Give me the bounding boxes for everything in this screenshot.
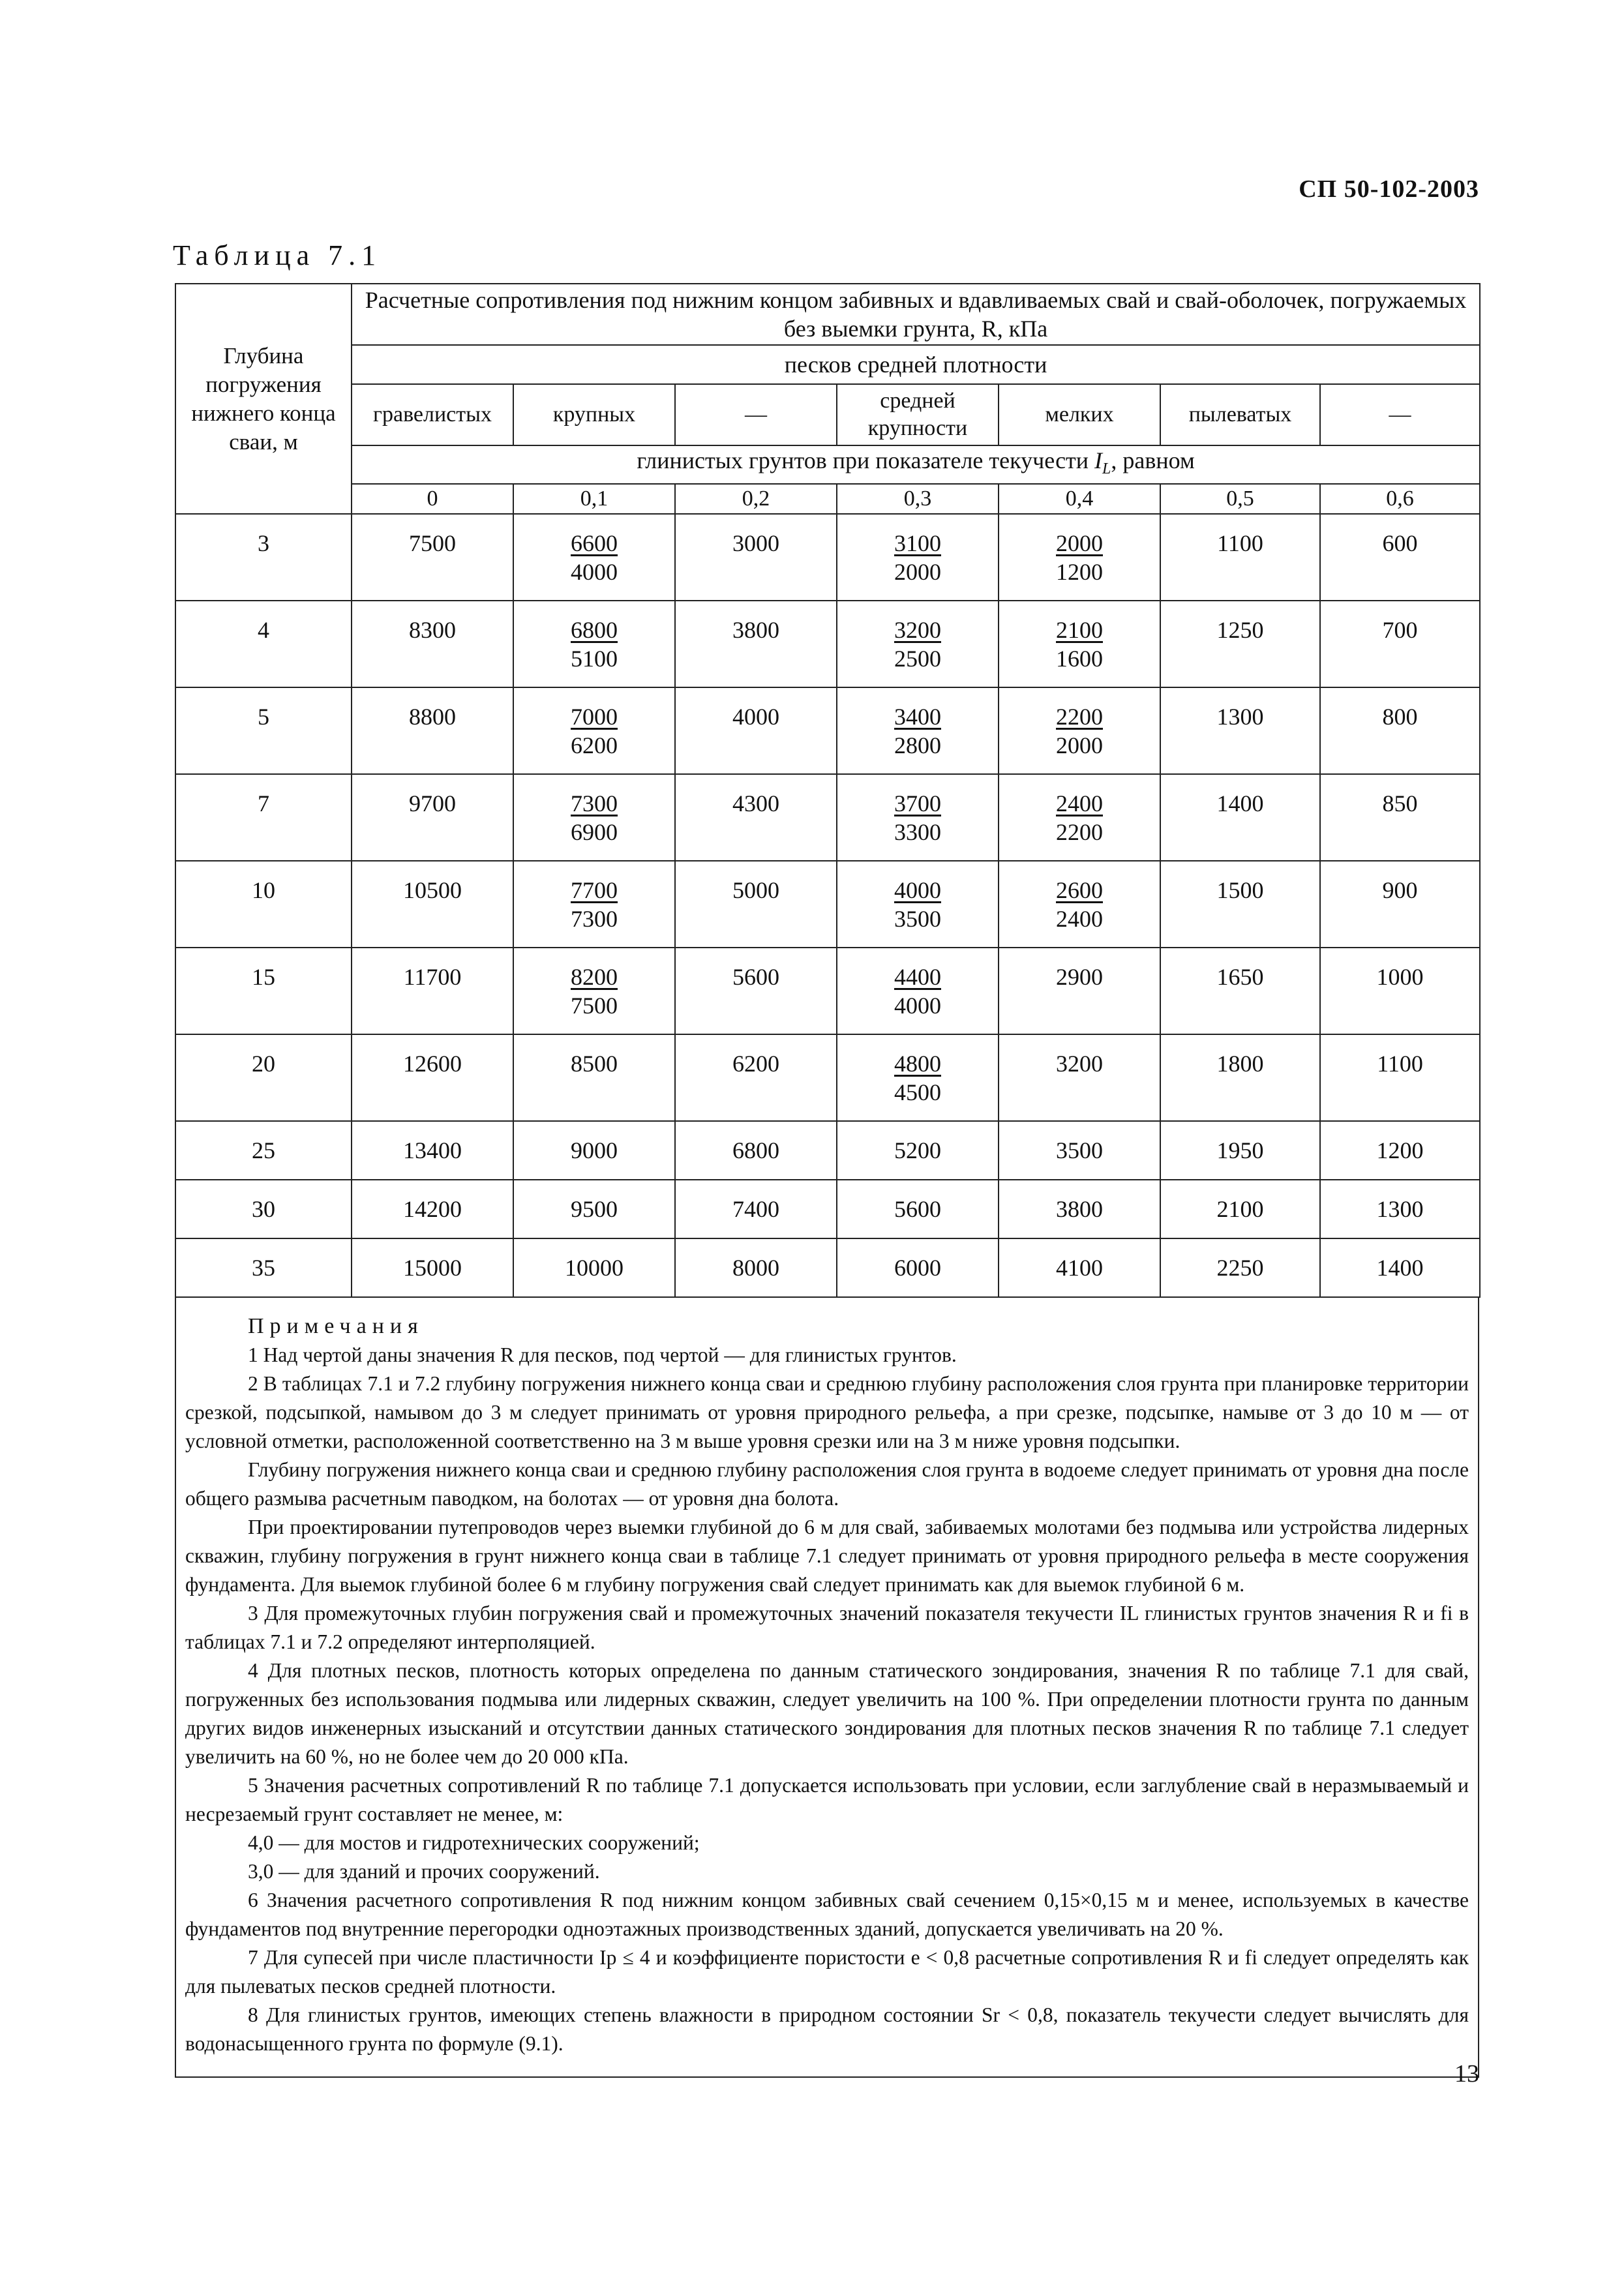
value-cell: 1650 <box>1160 948 1320 1034</box>
table-row <box>175 1238 1480 1297</box>
page-number: 13 <box>1454 2060 1479 2088</box>
clay-value: 2200 <box>1056 819 1103 846</box>
value-cell: 9700 <box>352 774 513 861</box>
value-cell: 5600 <box>675 948 837 1034</box>
note-paragraph: 8 Для глинистых грунтов, имеющих степень влажности в природном состоянии Sr < 0,8, показатель текучести следует вычислять для водонасыщенного грунта по формуле (9.1). <box>185 2003 1469 2056</box>
clay-value: 1600 <box>1056 646 1103 672</box>
sand-value: 2400 <box>1056 790 1103 817</box>
value-cell: 14200 <box>352 1180 513 1238</box>
value-cell: 1400 <box>1320 1238 1480 1297</box>
table-container <box>175 283 1479 2078</box>
value-cell: 800 <box>1320 687 1480 774</box>
value-cell: 850 <box>1320 774 1480 861</box>
value-cell <box>837 1034 999 1121</box>
clay-value: 7300 <box>571 906 618 933</box>
value-cell: 3800 <box>675 601 837 687</box>
value-cell: 2100 <box>1160 1180 1320 1238</box>
value-cell <box>513 514 675 601</box>
sand-value: 2000 <box>1056 530 1103 557</box>
value-cell: 1300 <box>1160 687 1320 774</box>
note-paragraph: 6 Значения расчетного сопротивления R под нижним концом забивных свай сечением 0,15×0,15 м и менее, используемых в качестве фундаментов под внутренние перегородки одноэтажных производственных зданий, допускается увеличивать на 20 %. <box>185 1889 1469 1941</box>
clay-value: 6200 <box>571 732 618 759</box>
sand-type-header: гравелистых <box>352 384 513 445</box>
clay-value: 7500 <box>571 993 618 1019</box>
sand-value: 4800 <box>894 1051 941 1077</box>
value-cell: 2900 <box>999 948 1160 1034</box>
sand-value: 8200 <box>571 964 618 991</box>
table-row <box>175 601 1480 687</box>
il-value-header: 0,4 <box>999 484 1160 514</box>
value-cell: 8500 <box>513 1034 675 1121</box>
resistance-table <box>175 283 1481 1298</box>
table-row <box>175 1121 1480 1180</box>
il-value-header: 0,1 <box>513 484 675 514</box>
sand-value: 4400 <box>894 964 941 991</box>
depth-cell: 10 <box>175 861 352 948</box>
value-cell: 700 <box>1320 601 1480 687</box>
value-cell: 7500 <box>352 514 513 601</box>
note-paragraph: 7 Для супесей при числе пластичности Ip ≤ 4 и коэффициенте пористости e < 0,8 расчетные сопротивления R и fi следует определять как для пылеватых песков средней плотности. <box>185 1946 1469 1998</box>
value-cell: 4100 <box>999 1238 1160 1297</box>
value-cell: 10000 <box>513 1238 675 1297</box>
il-value-header: 0,2 <box>675 484 837 514</box>
clay-value: 4000 <box>571 559 618 586</box>
value-cell <box>513 861 675 948</box>
table-row <box>175 687 1480 774</box>
value-cell: 1950 <box>1160 1121 1320 1180</box>
value-cell: 11700 <box>352 948 513 1034</box>
clay-value: 2400 <box>1056 906 1103 933</box>
value-cell: 4000 <box>675 687 837 774</box>
sand-value: 2100 <box>1056 617 1103 644</box>
il-value-header: 0 <box>352 484 513 514</box>
clay-value: 2800 <box>894 732 941 759</box>
depth-cell: 25 <box>175 1121 352 1180</box>
note-paragraph: 1 Над чертой даны значения R для песков, под чертой — для глинистых грунтов. <box>248 1343 957 1367</box>
table-row <box>175 948 1480 1034</box>
clay-value: 2500 <box>894 646 941 672</box>
value-cell: 1500 <box>1160 861 1320 948</box>
value-cell: 9000 <box>513 1121 675 1180</box>
value-cell: 6000 <box>837 1238 999 1297</box>
value-cell <box>999 601 1160 687</box>
sand-header: песков средней плотности <box>352 345 1480 384</box>
value-cell: 5600 <box>837 1180 999 1238</box>
sand-type-header: крупных <box>513 384 675 445</box>
table-row <box>175 861 1480 948</box>
clay-value: 3500 <box>894 906 941 933</box>
depth-header: Глубина погружения нижнего конца сваи, м <box>175 284 352 514</box>
document-code: СП 50-102-2003 <box>1299 175 1479 203</box>
note-paragraph: 2 В таблицах 7.1 и 7.2 глубину погружения нижнего конца сваи и среднюю глубину расположения слоя грунта при планировке территории срезкой, подсыпкой, намывом до 3 м следует принимать от уровня природного рельефа, а при срезке, подсыпке, намыве от 3 до 10 м — от условной отметки, расположенной соответственно на 3 м выше уровня срезки или на 3 м ниже уровня подсыпки. <box>185 1372 1469 1453</box>
value-cell: 6200 <box>675 1034 837 1121</box>
notes-table <box>175 1298 1479 2078</box>
table-caption: Таблица 7.1 <box>173 239 382 271</box>
value-cell: 1400 <box>1160 774 1320 861</box>
value-cell: 1100 <box>1160 514 1320 601</box>
clay-value: 5100 <box>571 646 618 672</box>
note-paragraph: 5 Значения расчетных сопротивлений R по таблице 7.1 допускается использовать при условии, если заглубление свай в неразмываемый и несрезаемый грунт составляет не менее, м: <box>185 1774 1469 1826</box>
value-cell <box>837 601 999 687</box>
note-paragraph: 4,0 — для мостов и гидротехнических сооружений; <box>248 1831 700 1855</box>
il-value-header: 0,3 <box>837 484 999 514</box>
value-cell: 5000 <box>675 861 837 948</box>
depth-cell: 20 <box>175 1034 352 1121</box>
value-cell: 900 <box>1320 861 1480 948</box>
value-cell <box>999 514 1160 601</box>
depth-cell: 5 <box>175 687 352 774</box>
value-cell: 1000 <box>1320 948 1480 1034</box>
clay-value: 1200 <box>1056 559 1103 586</box>
value-cell: 3500 <box>999 1121 1160 1180</box>
value-cell: 3000 <box>675 514 837 601</box>
sand-type-header: — <box>675 384 837 445</box>
value-cell: 3200 <box>999 1034 1160 1121</box>
clay-value: 3300 <box>894 819 941 846</box>
sand-value: 3400 <box>894 704 941 730</box>
value-cell: 8300 <box>352 601 513 687</box>
il-value-header: 0,6 <box>1320 484 1480 514</box>
value-cell <box>999 687 1160 774</box>
table-row <box>175 1180 1480 1238</box>
note-paragraph: 3,0 — для зданий и прочих сооружений. <box>248 1860 600 1883</box>
value-cell: 600 <box>1320 514 1480 601</box>
value-cell <box>837 774 999 861</box>
clay-value: 2000 <box>894 559 941 586</box>
value-cell: 4300 <box>675 774 837 861</box>
table-row <box>175 774 1480 861</box>
value-cell <box>837 514 999 601</box>
value-cell <box>513 774 675 861</box>
value-cell: 7400 <box>675 1180 837 1238</box>
sand-value: 7300 <box>571 790 618 817</box>
sand-value: 2600 <box>1056 877 1103 904</box>
sand-value: 3700 <box>894 790 941 817</box>
table-row <box>175 514 1480 601</box>
value-cell <box>999 861 1160 948</box>
value-cell: 10500 <box>352 861 513 948</box>
sand-type-header: мелких <box>999 384 1160 445</box>
value-cell: 1200 <box>1320 1121 1480 1180</box>
value-cell: 1100 <box>1320 1034 1480 1121</box>
value-cell: 13400 <box>352 1121 513 1180</box>
value-cell <box>999 774 1160 861</box>
value-cell <box>837 948 999 1034</box>
value-cell <box>837 687 999 774</box>
sand-value: 7700 <box>571 877 618 904</box>
note-paragraph: Глубину погружения нижнего конца сваи и среднюю глубину расположения слоя грунта в водоеме следует принимать от уровня дна после общего размыва расчетным паводком, на болотах — от уровня дна болота. <box>185 1458 1469 1510</box>
depth-cell: 15 <box>175 948 352 1034</box>
il-value-header: 0,5 <box>1160 484 1320 514</box>
value-cell: 6800 <box>675 1121 837 1180</box>
note-paragraph: 4 Для плотных песков, плотность которых определена по данным статического зондирования, значения R по таблице 7.1 для свай, погруженных без использования подмыва или лидерных скважин, следует увеличить на 100 %. При определении плотности грунта по данным других видов инженерных изысканий и отсутствии данных статического зондирования для плотных песков значения R по таблице 7.1 следует увеличить на 60 %, но не более чем до 20 000 кПа. <box>185 1659 1469 1769</box>
value-cell: 9500 <box>513 1180 675 1238</box>
value-cell: 1300 <box>1320 1180 1480 1238</box>
value-cell: 1250 <box>1160 601 1320 687</box>
notes-list <box>185 1341 1469 2058</box>
sand-value: 3100 <box>894 530 941 557</box>
sand-type-header: пылеватых <box>1160 384 1320 445</box>
depth-cell: 4 <box>175 601 352 687</box>
value-cell <box>513 601 675 687</box>
sand-value: 2200 <box>1056 704 1103 730</box>
depth-cell: 30 <box>175 1180 352 1238</box>
clay-header: глинистых грунтов при показателе текучести $I_L$, равном <box>352 445 1480 484</box>
value-cell: 3800 <box>999 1180 1160 1238</box>
value-cell: 2250 <box>1160 1238 1320 1297</box>
notes-title: Примечания <box>248 1314 424 1339</box>
sand-value: 4000 <box>894 877 941 904</box>
clay-value: 4000 <box>894 993 941 1019</box>
value-cell: 8800 <box>352 687 513 774</box>
depth-cell: 35 <box>175 1238 352 1297</box>
sand-type-header: — <box>1320 384 1480 445</box>
value-cell <box>513 948 675 1034</box>
sand-value: 3200 <box>894 617 941 644</box>
notes-block <box>175 1298 1479 2077</box>
value-cell: 8000 <box>675 1238 837 1297</box>
value-cell: 5200 <box>837 1121 999 1180</box>
value-cell: 12600 <box>352 1034 513 1121</box>
sand-value: 7000 <box>571 704 618 730</box>
table-row <box>175 1034 1480 1121</box>
value-cell <box>513 687 675 774</box>
depth-cell: 7 <box>175 774 352 861</box>
note-paragraph: 3 Для промежуточных глубин погружения свай и промежуточных значений показателя текучести IL глинистых грунтов значения R и fi в таблицах 7.1 и 7.2 определяют интерполяцией. <box>185 1602 1469 1654</box>
clay-value: 6900 <box>571 819 618 846</box>
sand-type-header: средней крупности <box>837 384 999 445</box>
value-cell <box>837 861 999 948</box>
sand-value: 6800 <box>571 617 618 644</box>
depth-cell: 3 <box>175 514 352 601</box>
clay-value: 4500 <box>894 1079 941 1106</box>
value-cell: 15000 <box>352 1238 513 1297</box>
note-paragraph: При проектировании путепроводов через выемки глубиной до 6 м для свай, забиваемых молотами без подмыва или устройства лидерных скважин, глубину погружения в грунт нижнего конца сваи в таблице 7.1 следует принимать от уровня природного рельефа в месте сооружения фундамента. Для выемок глубиной более 6 м глубину погружения свай следует принимать как для выемок глубиной 6 м. <box>185 1516 1469 1596</box>
value-cell: 1800 <box>1160 1034 1320 1121</box>
main-header: Расчетные сопротивления под нижним концом забивных и вдавливаемых свай и свай-оболочек, погружаемых без выемки грунта, R, кПа <box>352 284 1480 345</box>
clay-value: 2000 <box>1056 732 1103 759</box>
sand-value: 6600 <box>571 530 618 557</box>
